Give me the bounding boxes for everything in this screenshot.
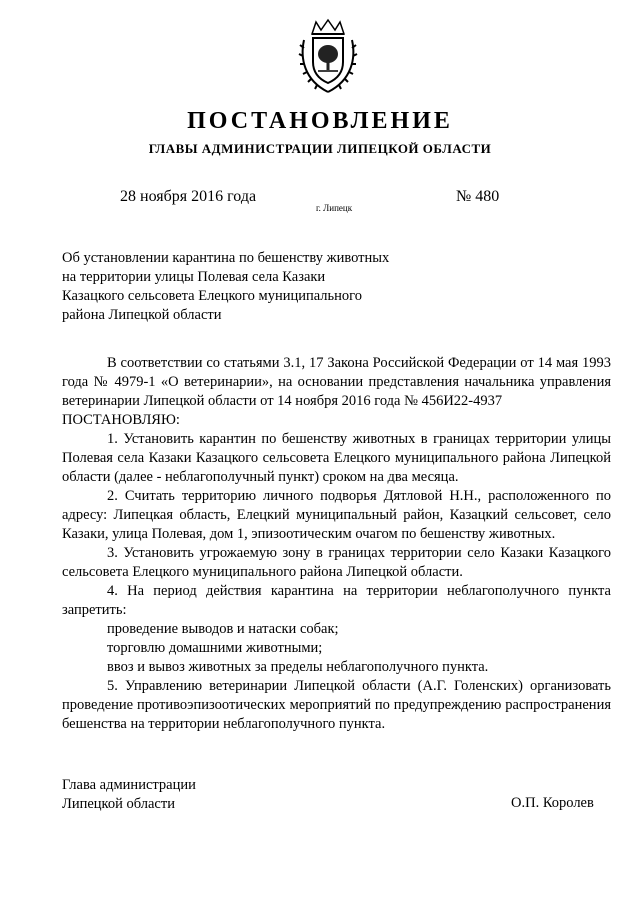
signature-position [62, 776, 196, 814]
document-city: г. Липецк [316, 203, 353, 213]
document-body [62, 354, 611, 734]
item-3-paragraph: 3. Установить угрожаемую зону в границах территории село Казаки Казацкого сельсовета Елецкого муниципального района Липецкой области. [62, 545, 611, 580]
document-date: 28 ноября 2016 года [120, 188, 257, 205]
preamble-paragraph: В соответствии со статьями 3.1, 17 Закона Российской Федерации от 14 мая 1993 года № 4979-1 «О ветеринарии», на основании представления начальника управления ветеринарии Липецкой области от 14 ноября 2016 года № 456И22-4937 [62, 355, 611, 409]
document-subject [62, 249, 422, 325]
item-4-paragraph: 4. На период действия карантина на территории неблагополучного пункта запретить: [62, 583, 611, 618]
coat-of-arms-icon [298, 18, 358, 96]
resolve-heading: ПОСТАНОВЛЯЮ: [62, 412, 180, 428]
subject-line: района Липецкой области [62, 307, 222, 323]
item-2-paragraph: 2. Считать территорию личного подворья Дятловой Н.Н., расположенного по адресу: Липецкая область, Елецкий муниципальный район, Казацкий сельсовет, село Казаки, улица Полевая, дом 1, эпизоотическим очагом по бешенству животных. [62, 488, 611, 542]
item-4-subitem: проведение выводов и натаски собак; [107, 621, 339, 637]
subject-line: Казацкого сельсовета Елецкого муниципального [62, 288, 363, 304]
signature-position-line: Глава администрации [62, 777, 196, 793]
item-4-subitem: торговлю домашними животными; [107, 640, 323, 656]
document-title: ПОСТАНОВЛЕНИЕ [187, 108, 453, 134]
subject-line: Об установлении карантина по бешенству животных [62, 250, 390, 266]
document-subtitle: ГЛАВЫ АДМИНИСТРАЦИИ ЛИПЕЦКОЙ ОБЛАСТИ [148, 141, 492, 156]
document-number: № 480 [456, 188, 500, 205]
signature-name: О.П. Королев [511, 795, 594, 811]
item-5-paragraph: 5. Управлению ветеринарии Липецкой области (А.Г. Голенских) организовать проведение противоэпизоотических мероприятий по предупреждению распространения бешенства на территории неблагополучного пункта. [62, 678, 611, 732]
subject-line: на территории улицы Полевая села Казаки [62, 269, 326, 285]
item-1-paragraph: 1. Установить карантин по бешенству животных в границах территории улицы Полевая села Казаки Казацкого сельсовета Елецкого муниципального района Липецкой области (далее - неблагополучный пункт) сроком на два месяца. [62, 431, 611, 485]
signature-position-line: Липецкой области [62, 796, 175, 812]
item-4-subitem: ввоз и вывоз животных за пределы неблагополучного пункта. [107, 659, 489, 675]
